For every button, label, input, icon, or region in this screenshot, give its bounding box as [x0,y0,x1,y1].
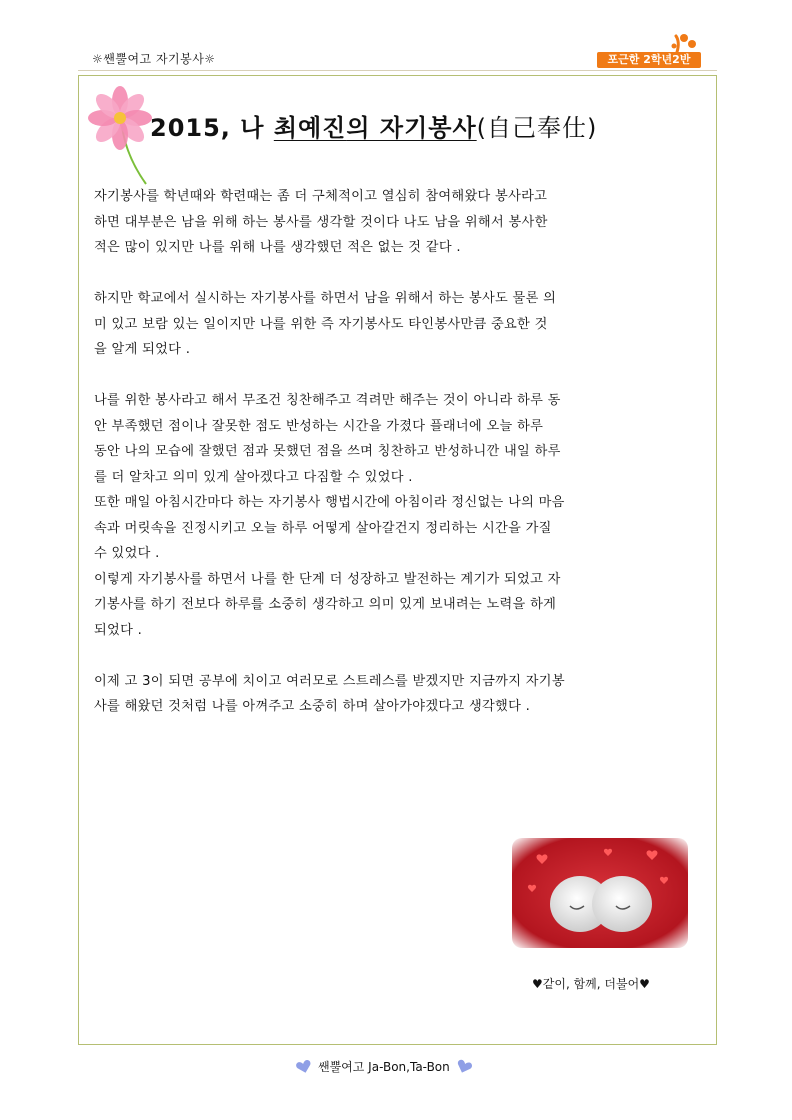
photo-caption: ♥같이, 함께, 더불어♥ [532,977,650,991]
text-line: 안 부족했던 점이나 잘못한 점도 반성하는 시간을 가졌다 플래너에 오늘 하루 [94,418,544,434]
text-line: 미 있고 보람 있는 일이지만 나를 위한 즉 자기봉사도 타인봉사만큼 중요한 것 [94,316,548,332]
paragraph [94,669,666,720]
footer-text: 쌘뿔여고 Ja-Bon,Ta-Bon [318,1060,450,1074]
sprout-icon [668,32,698,54]
class-badge: 포근한 2학년2반 [597,52,701,68]
paragraph [94,286,666,363]
text-line: 를 더 알차고 의미 있게 살아겠다고 다짐할 수 있었다 . [94,469,413,485]
text-line: 이제 고 3이 되면 공부에 치이고 여러모로 스트레스를 받겠지만 지금까지 자기봉 [94,673,565,689]
header-divider [78,70,717,71]
paragraph [94,184,666,261]
text-line: 사를 해왔던 것처럼 나를 아껴주고 소중히 하며 살아가야겠다고 생각했다 . [94,699,531,714]
header-title: ☼쌘뿔여고 자기봉사☼ [92,52,216,66]
text-line: 을 알게 되었다 . [94,342,191,357]
page-title [150,108,597,143]
text-line: 하지만 학교에서 실시하는 자기봉사를 하면서 남을 위해서 하는 봉사도 물론 의 [94,291,557,306]
text-line: 나를 위한 봉사라고 해서 무조건 칭찬해주고 격려만 해주는 것이 아니라 하루 동 [94,393,561,408]
heart-icon [296,1060,312,1074]
essay-body [94,184,666,720]
title-prefix: 2015, 나 [150,114,274,142]
text-line: 하면 대부분은 남을 위해 하는 봉사를 생각할 것이다 나도 남을 위해서 봉사한 [94,214,548,230]
couple-illustration [512,838,688,948]
heart-icon [456,1059,472,1075]
title-hanja: (自己奉仕) [476,114,598,142]
text-line: 자기봉사를 학년때와 학련때는 좀 더 구체적이고 열심히 참여해왔다 봉사라고 [94,189,548,204]
footer [296,1058,472,1075]
text-line: 또한 매일 아침시간마다 하는 자기봉사 행법시간에 아침이라 정신없는 나의 마음 [94,495,565,510]
title-middle: 의 자기봉사 [346,114,477,142]
text-line: 속과 머릿속을 진정시키고 오늘 하루 어떻게 살아갈건지 정리하는 시간을 가질 [94,520,552,536]
text-line: 기봉사를 하기 전보다 하루를 소중히 생각하고 의미 있게 보내려는 노력을 하게 [94,597,557,612]
text-line: 수 있었다 . [94,546,160,561]
paragraph [94,388,666,643]
text-line: 동안 나의 모습에 잘했던 점과 못했던 점을 쓰며 칭찬하고 반성하니깐 내일 하루 [94,444,561,459]
text-line: 이렇게 자기봉사를 하면서 나를 한 단계 더 성장하고 발전하는 계기가 되었고 자 [94,571,561,587]
text-line: 적은 많이 있지만 나를 위해 나를 생각했던 적은 없는 것 같다 . [94,240,461,255]
title-name: 최예진 [273,114,347,142]
text-line: 되었다 . [94,622,143,638]
